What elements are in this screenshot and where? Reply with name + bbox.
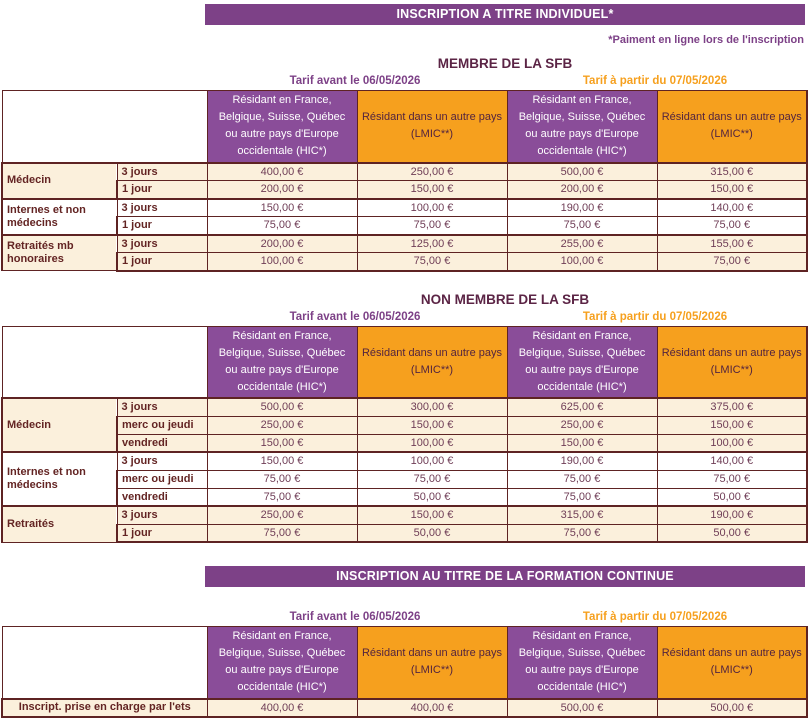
- price-cell: 75,00 €: [207, 217, 357, 235]
- tarif-period-row: [205, 74, 805, 88]
- day-cell: merc ou jeudi: [117, 416, 207, 434]
- price-cell: 50,00 €: [657, 524, 807, 542]
- price-cell: 75,00 €: [507, 470, 657, 488]
- price-cell: 75,00 €: [207, 488, 357, 506]
- online-payment-note: *Paiment en ligne lors de l'inscription: [608, 34, 804, 46]
- price-cell: 75,00 €: [357, 470, 507, 488]
- pricing-page: [0, 4, 810, 714]
- section-title-non-membre: NON MEMBRE DE LA SFB: [420, 291, 590, 307]
- formation-table-container: [0, 626, 810, 718]
- price-cell: 190,00 €: [507, 452, 657, 470]
- price-cell: 100,00 €: [357, 452, 507, 470]
- day-cell: 3 jours: [117, 398, 207, 416]
- price-cell: 150,00 €: [357, 506, 507, 524]
- price-cell: 255,00 €: [507, 235, 657, 253]
- col-header-hic: Résidant en France, Belgique, Suisse, Québec ou autre pays d'Europe occidentale (HIC*): [507, 627, 657, 699]
- non-membre-table-container: [0, 326, 810, 544]
- category-cell: Internes et non médecins: [2, 199, 117, 235]
- price-cell: 75,00 €: [507, 524, 657, 542]
- col-header-hic: Résidant en France, Belgique, Suisse, Québec ou autre pays d'Europe occidentale (HIC*): [507, 326, 657, 398]
- price-cell: 150,00 €: [357, 181, 507, 199]
- price-cell: 150,00 €: [507, 434, 657, 452]
- price-cell: 250,00 €: [357, 163, 507, 181]
- price-cell: 125,00 €: [357, 235, 507, 253]
- empty-corner: [2, 326, 207, 398]
- empty-corner: [2, 627, 207, 699]
- price-cell: 100,00 €: [657, 434, 807, 452]
- tarif-after-label: Tarif à partir du 07/05/2026: [582, 611, 728, 623]
- price-cell: 140,00 €: [657, 199, 807, 217]
- price-cell: 100,00 €: [357, 199, 507, 217]
- price-cell: 500,00 €: [507, 699, 657, 717]
- price-cell: 250,00 €: [207, 506, 357, 524]
- day-cell: 1 jour: [117, 217, 207, 235]
- price-cell: 75,00 €: [507, 217, 657, 235]
- price-cell: 625,00 €: [507, 398, 657, 416]
- price-cell: 75,00 €: [657, 470, 807, 488]
- section-membre-sfb: [0, 55, 810, 272]
- day-cell: 1 jour: [117, 253, 207, 271]
- page-title: INSCRIPTION A TITRE INDIVIDUEL*: [396, 7, 614, 21]
- price-cell: 155,00 €: [657, 235, 807, 253]
- price-cell: 75,00 €: [657, 217, 807, 235]
- price-cell: 100,00 €: [357, 434, 507, 452]
- col-header-hic: Résidant en France, Belgique, Suisse, Québec ou autre pays d'Europe occidentale (HIC*): [207, 326, 357, 398]
- tarif-after-label: Tarif à partir du 07/05/2026: [582, 75, 728, 87]
- price-cell: 250,00 €: [507, 416, 657, 434]
- section-non-membre-sfb: [0, 291, 810, 544]
- day-cell: 1 jour: [117, 181, 207, 199]
- day-cell: 3 jours: [117, 199, 207, 217]
- col-header-hic: Résidant en France, Belgique, Suisse, Québec ou autre pays d'Europe occidentale (HIC*): [507, 91, 657, 163]
- col-header-lmic: Résidant dans un autre pays (LMIC**): [357, 627, 507, 699]
- price-cell: 100,00 €: [207, 253, 357, 271]
- tarif-period-row: [205, 610, 805, 624]
- price-cell: 75,00 €: [207, 470, 357, 488]
- price-cell: 250,00 €: [207, 416, 357, 434]
- category-cell: Médecin: [2, 163, 117, 199]
- price-cell: 75,00 €: [507, 488, 657, 506]
- price-cell: 75,00 €: [657, 253, 807, 271]
- individual-registration-bar: [205, 4, 805, 25]
- price-cell: 150,00 €: [207, 434, 357, 452]
- day-cell: vendredi: [117, 434, 207, 452]
- day-cell: 3 jours: [117, 163, 207, 181]
- col-header-lmic: Résidant dans un autre pays (LMIC**): [657, 326, 807, 398]
- pricing-table: [1, 326, 808, 544]
- price-cell: 500,00 €: [207, 398, 357, 416]
- price-cell: 400,00 €: [357, 699, 507, 717]
- price-cell: 100,00 €: [507, 253, 657, 271]
- price-cell: 150,00 €: [357, 416, 507, 434]
- price-cell: 75,00 €: [207, 524, 357, 542]
- day-cell: 3 jours: [117, 452, 207, 470]
- price-cell: 400,00 €: [207, 163, 357, 181]
- col-header-lmic: Résidant dans un autre pays (LMIC**): [357, 91, 507, 163]
- day-cell: vendredi: [117, 488, 207, 506]
- price-cell: 150,00 €: [207, 452, 357, 470]
- tarif-before-label: Tarif avant le 06/05/2026: [289, 611, 421, 623]
- category-cell: Médecin: [2, 398, 117, 452]
- membre-table-container: [0, 90, 810, 272]
- day-cell: 3 jours: [117, 235, 207, 253]
- pricing-table: [1, 90, 808, 272]
- category-cell: Retraités mb honoraires: [2, 235, 117, 271]
- tarif-before-label: Tarif avant le 06/05/2026: [289, 75, 421, 87]
- price-cell: 75,00 €: [357, 253, 507, 271]
- tarif-before-label: Tarif avant le 06/05/2026: [289, 310, 421, 323]
- formation-title: INSCRIPTION AU TITRE DE LA FORMATION CONTINUE: [336, 569, 674, 583]
- price-cell: 500,00 €: [657, 699, 807, 717]
- category-cell: Internes et non médecins: [2, 452, 117, 506]
- price-cell: 400,00 €: [207, 699, 357, 717]
- price-cell: 140,00 €: [657, 452, 807, 470]
- price-cell: 315,00 €: [657, 163, 807, 181]
- price-cell: 150,00 €: [657, 416, 807, 434]
- tarif-period-row: [205, 310, 805, 324]
- price-cell: 150,00 €: [207, 199, 357, 217]
- empty-corner: [2, 91, 207, 163]
- price-cell: 300,00 €: [357, 398, 507, 416]
- price-cell: 190,00 €: [657, 506, 807, 524]
- pricing-table: [1, 626, 808, 718]
- category-cell: Retraités: [2, 506, 117, 542]
- col-header-lmic: Résidant dans un autre pays (LMIC**): [357, 326, 507, 398]
- day-cell: 1 jour: [117, 524, 207, 542]
- price-cell: 500,00 €: [507, 163, 657, 181]
- price-cell: 150,00 €: [657, 181, 807, 199]
- category-cell: Inscript. prise en charge par l'ets: [2, 699, 207, 717]
- section-title-membre: MEMBRE DE LA SFB: [437, 56, 573, 71]
- col-header-lmic: Résidant dans un autre pays (LMIC**): [657, 627, 807, 699]
- section-formation-continue: [0, 566, 810, 718]
- price-cell: 315,00 €: [507, 506, 657, 524]
- price-cell: 375,00 €: [657, 398, 807, 416]
- col-header-lmic: Résidant dans un autre pays (LMIC**): [657, 91, 807, 163]
- price-cell: 50,00 €: [357, 524, 507, 542]
- price-cell: 75,00 €: [357, 217, 507, 235]
- price-cell: 50,00 €: [357, 488, 507, 506]
- price-cell: 190,00 €: [507, 199, 657, 217]
- price-cell: 50,00 €: [657, 488, 807, 506]
- day-cell: merc ou jeudi: [117, 470, 207, 488]
- price-cell: 200,00 €: [207, 181, 357, 199]
- col-header-hic: Résidant en France, Belgique, Suisse, Québec ou autre pays d'Europe occidentale (HIC*): [207, 91, 357, 163]
- tarif-after-label: Tarif à partir du 07/05/2026: [582, 310, 728, 323]
- price-cell: 200,00 €: [207, 235, 357, 253]
- col-header-hic: Résidant en France, Belgique, Suisse, Québec ou autre pays d'Europe occidentale (HIC*): [207, 627, 357, 699]
- formation-continue-bar: [205, 566, 805, 587]
- price-cell: 200,00 €: [507, 181, 657, 199]
- day-cell: 3 jours: [117, 506, 207, 524]
